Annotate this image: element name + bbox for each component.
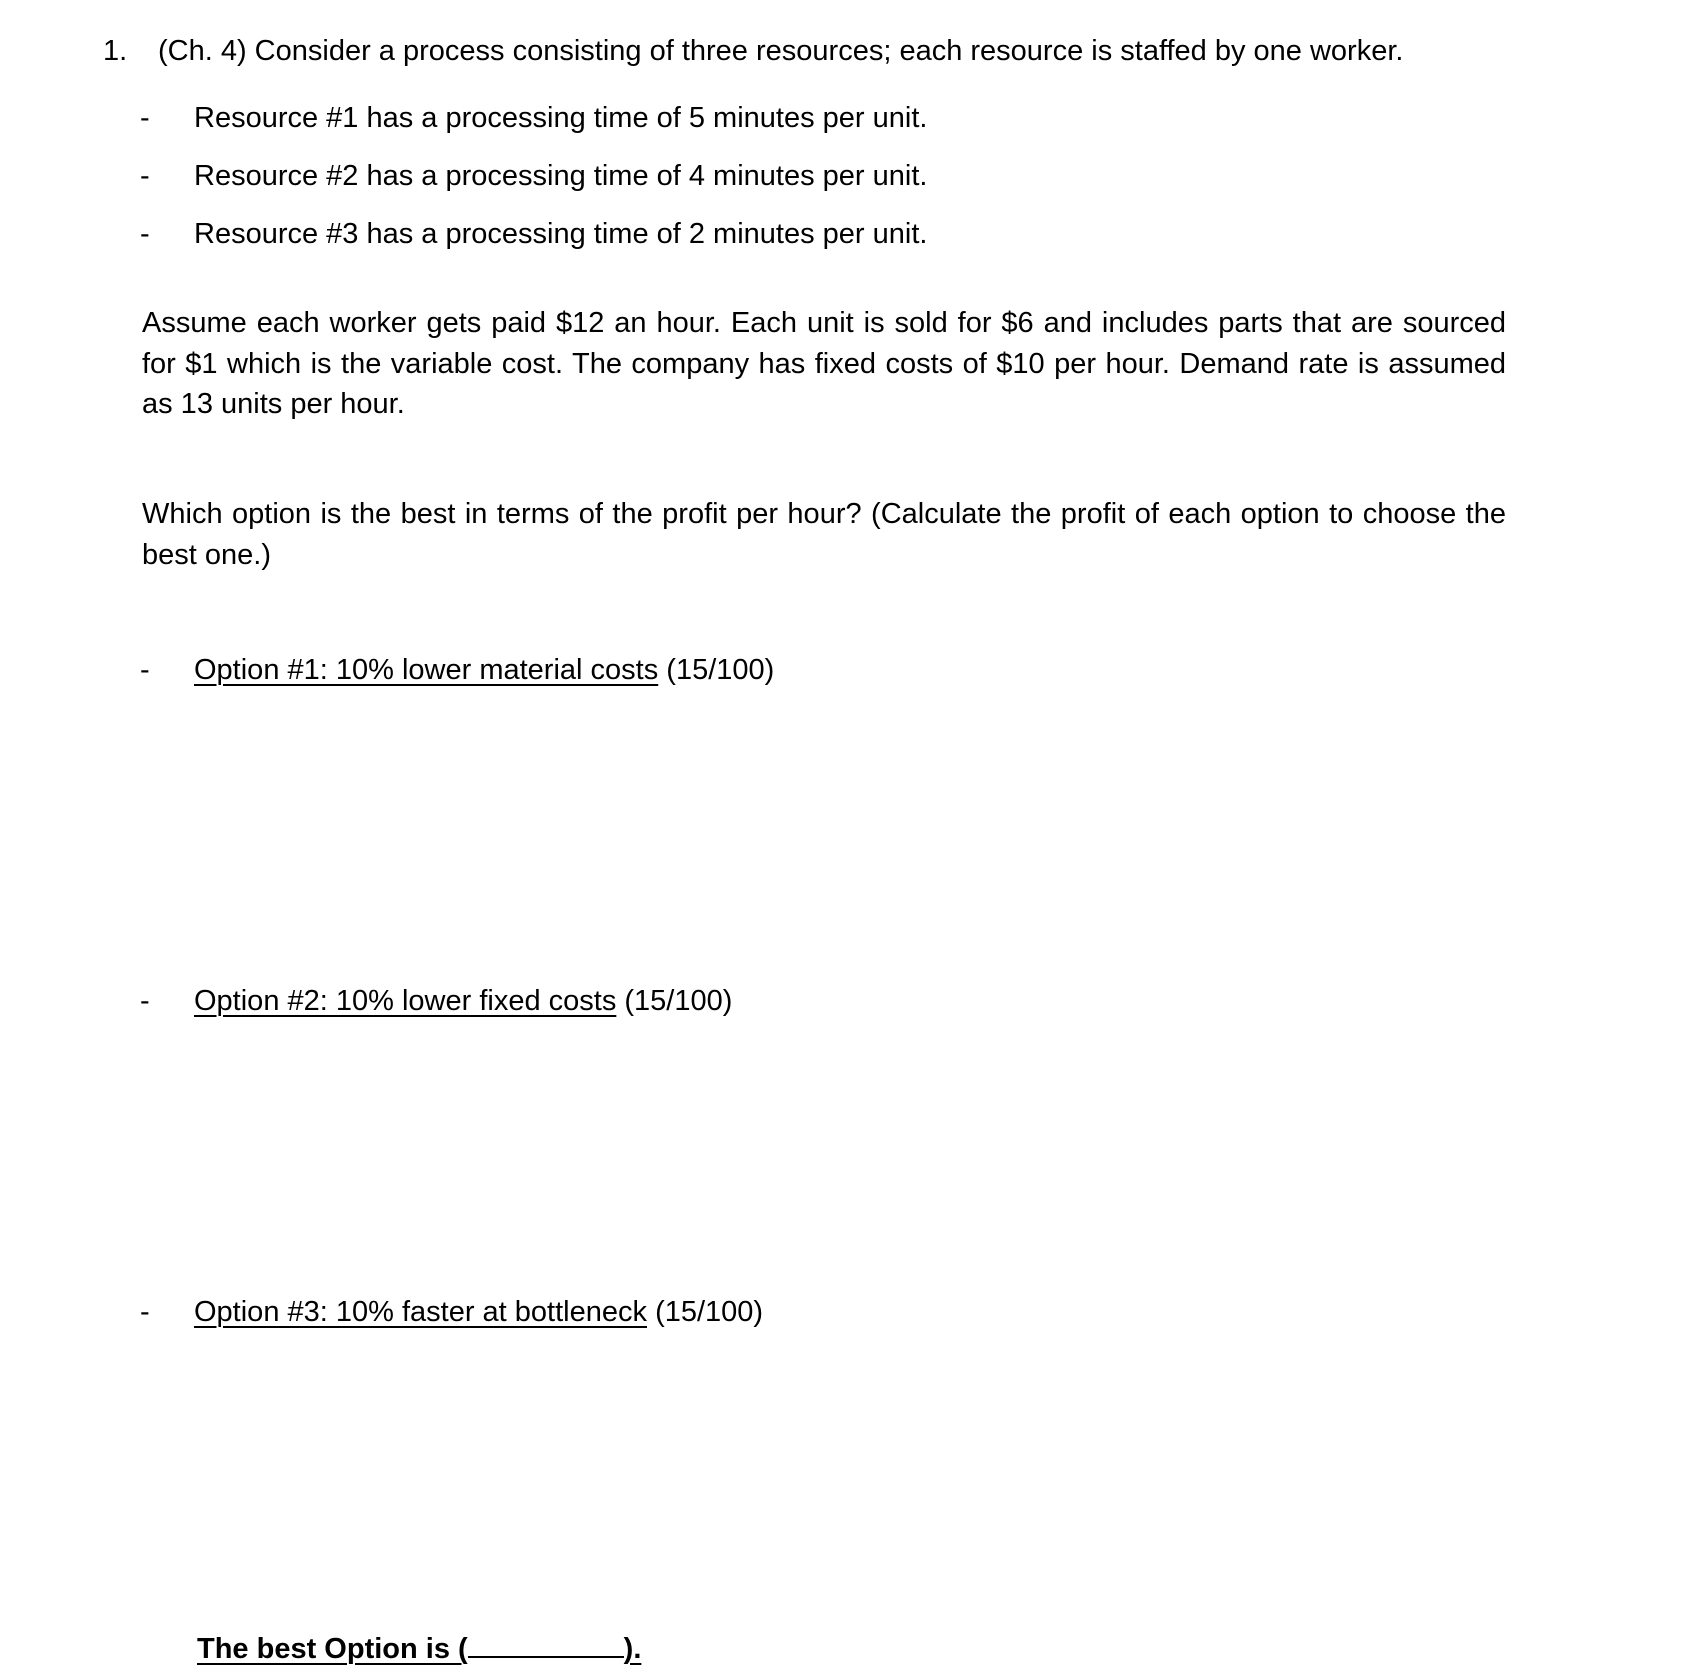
resource-2-text: Resource #2 has a processing time of 4 minutes per unit.	[194, 160, 928, 192]
resource-1-bullet: -	[140, 102, 150, 134]
option-2-points: (15/100)	[624, 985, 733, 1017]
option-3	[194, 1294, 763, 1330]
option-1	[194, 652, 774, 688]
task-paragraph: Which option is the best in terms of the profit per hour? (Calculate the profit of each option to choose the best one.)	[142, 498, 1506, 571]
option-3-bullet: -	[140, 1296, 150, 1328]
resource-2-bullet: -	[140, 160, 150, 192]
resource-3-bullet: -	[140, 218, 150, 250]
assumptions-paragraph: Assume each worker gets paid $12 an hour. Each unit is sold for $6 and includes parts that are sourced for $1 which is the variable cost. The company has fixed costs of $10 per hour. Demand rate is assumed as 13 units per hour.	[142, 307, 1506, 420]
option-2-label: Option #2: 10% lower fixed costs	[194, 985, 617, 1017]
option-3-label: Option #3: 10% faster at bottleneck	[194, 1296, 647, 1328]
question-number: 1.	[103, 35, 128, 67]
best-option-blank[interactable]	[468, 1632, 624, 1658]
option-1-bullet: -	[140, 654, 150, 686]
best-option-prefix: The best Option is (	[197, 1633, 468, 1665]
option-2	[194, 983, 732, 1019]
best-option-answer	[197, 1631, 641, 1667]
best-option-suffix: ).	[623, 1633, 642, 1665]
resource-3-text: Resource #3 has a processing time of 2 minutes per unit.	[194, 218, 928, 250]
option-1-points: (15/100)	[666, 654, 775, 686]
option-3-points: (15/100)	[655, 1296, 764, 1328]
resource-1-text: Resource #1 has a processing time of 5 minutes per unit.	[194, 102, 928, 134]
option-2-bullet: -	[140, 985, 150, 1017]
question-prompt: (Ch. 4) Consider a process consisting of three resources; each resource is staffed by one worker.	[158, 35, 1404, 67]
option-1-label: Option #1: 10% lower material costs	[194, 654, 659, 686]
